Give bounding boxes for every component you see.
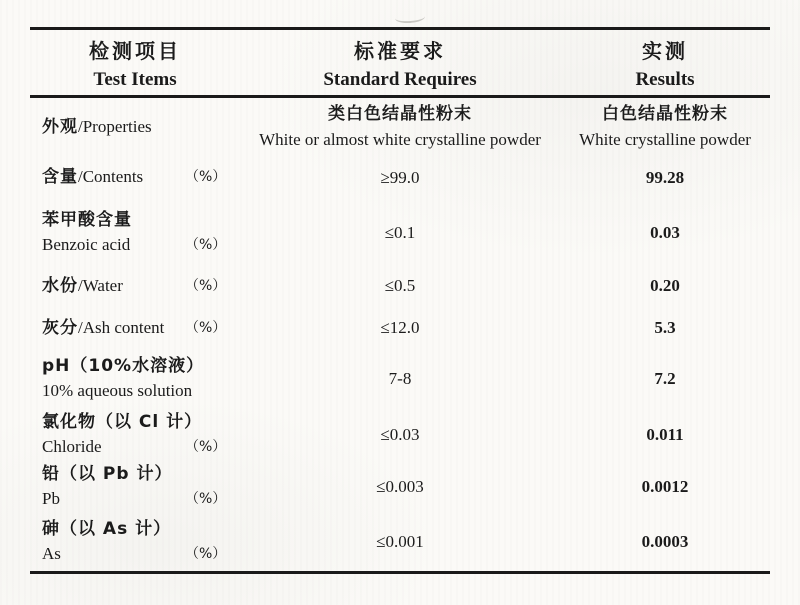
row-name-zh: pH（10%水溶液）	[42, 356, 205, 376]
header-standard-requires-zh: 标准要求	[354, 39, 446, 63]
row-name-line2	[42, 487, 240, 512]
table-row-ash-content	[30, 306, 770, 350]
table-row-lead	[30, 461, 770, 513]
standard-cell: ≤12.0	[380, 318, 420, 337]
row-name-cell	[30, 461, 240, 513]
result-cell: 7.2	[654, 369, 676, 388]
row-name-en2: Benzoic acid	[42, 234, 131, 254]
row-name-cell	[30, 306, 240, 350]
row-unit2: （%）	[185, 491, 227, 507]
row-name-line1	[42, 274, 240, 299]
table-row-chloride	[30, 408, 770, 461]
row-name-line1	[42, 165, 240, 190]
row-name-zh: 外观	[42, 116, 78, 137]
row-name-cell	[30, 199, 240, 266]
row-name-line2	[42, 435, 240, 460]
result-cell: 99.28	[645, 167, 685, 187]
row-name-line	[42, 115, 240, 140]
row-name-cell	[30, 156, 240, 199]
table-row-contents	[30, 156, 770, 199]
table-row-arsenic	[30, 513, 770, 571]
standard-cell: ≤0.001	[376, 532, 424, 551]
header-results	[560, 35, 770, 95]
row-unit2: （%）	[185, 438, 227, 455]
row-name-zh: 砷（以 As 计）	[42, 519, 172, 539]
row-name-line1	[42, 354, 240, 379]
row-name-cell	[30, 266, 240, 306]
row-name-line2	[42, 233, 240, 258]
row-unit2: （%）	[185, 236, 227, 253]
standard-cell: 7-8	[388, 369, 412, 388]
header-standard-requires	[240, 35, 560, 95]
row-name-en: /Properties	[78, 116, 152, 136]
coa-table	[30, 27, 770, 574]
row-name-zh: 铅（以 Pb 计）	[42, 464, 173, 484]
row-name-zh: 水份	[42, 275, 78, 296]
row-name-line2	[42, 379, 240, 404]
header-test-items-zh: 检测项目	[89, 39, 181, 63]
row-name-cell	[30, 98, 240, 156]
standard-zh: 类白色结晶性粉末	[328, 104, 472, 124]
table-header-row	[30, 30, 770, 95]
table-row-water	[30, 266, 770, 306]
row-name-en: /Contents	[78, 167, 144, 186]
row-name-cell	[30, 350, 240, 408]
row-name-line1	[42, 517, 240, 542]
row-unit2: （%）	[185, 546, 227, 562]
header-test-items-en: Test Items	[93, 69, 177, 90]
standard-cell: ≥99.0	[380, 167, 420, 187]
row-name-cell	[30, 513, 240, 571]
header-standard-requires-en: Standard Requires	[323, 69, 477, 90]
row-unit: （%）	[185, 319, 227, 336]
result-en: White crystalline powder	[579, 130, 751, 149]
row-unit: （%）	[185, 169, 227, 185]
table-bottom-rule	[30, 571, 770, 574]
standard-cell: ≤0.5	[384, 276, 416, 295]
table-row-appearance	[30, 98, 770, 156]
row-name-en: /Ash content	[78, 317, 165, 337]
row-name-en2: Pb	[42, 489, 60, 508]
scan-artifact	[395, 11, 426, 24]
row-name-zh: 氯化物（以 Cl 计）	[42, 411, 203, 432]
standard-cell: ≤0.1	[384, 222, 416, 242]
row-name-en2: As	[42, 544, 61, 563]
row-name-line1	[42, 208, 240, 233]
row-name-zh: 灰分	[42, 317, 78, 338]
row-name-line1	[42, 316, 240, 341]
row-name-line2	[42, 542, 240, 567]
row-name-line1	[42, 410, 240, 435]
row-name-en2: 10% aqueous solution	[42, 381, 193, 400]
row-name-en: /Water	[78, 275, 123, 295]
result-cell: 0.03	[650, 222, 680, 242]
row-name-zh: 苯甲酸含量	[42, 209, 132, 230]
standard-cell	[240, 98, 560, 156]
standard-en: White or almost white crystalline powder	[259, 130, 541, 149]
standard-cell: ≤0.003	[376, 477, 424, 496]
row-name-en2: Chloride	[42, 436, 102, 456]
result-cell: 0.20	[650, 276, 680, 295]
header-results-zh: 实测	[642, 39, 688, 63]
result-zh: 白色结晶性粉末	[602, 104, 728, 124]
row-name-zh: 含量	[42, 167, 78, 187]
result-cell: 5.3	[654, 318, 676, 337]
result-cell: 0.0003	[641, 532, 689, 551]
row-unit: （%）	[185, 277, 227, 294]
header-test-items	[30, 35, 240, 95]
result-cell: 0.0012	[641, 477, 689, 496]
row-name-cell	[30, 408, 240, 461]
table-row-benzoic-acid	[30, 199, 770, 266]
result-cell	[560, 98, 770, 156]
header-results-en: Results	[635, 69, 695, 90]
table-row-ph	[30, 350, 770, 408]
standard-cell: ≤0.03	[380, 424, 420, 444]
row-name-line1	[42, 462, 240, 487]
result-cell: 0.011	[646, 424, 684, 444]
